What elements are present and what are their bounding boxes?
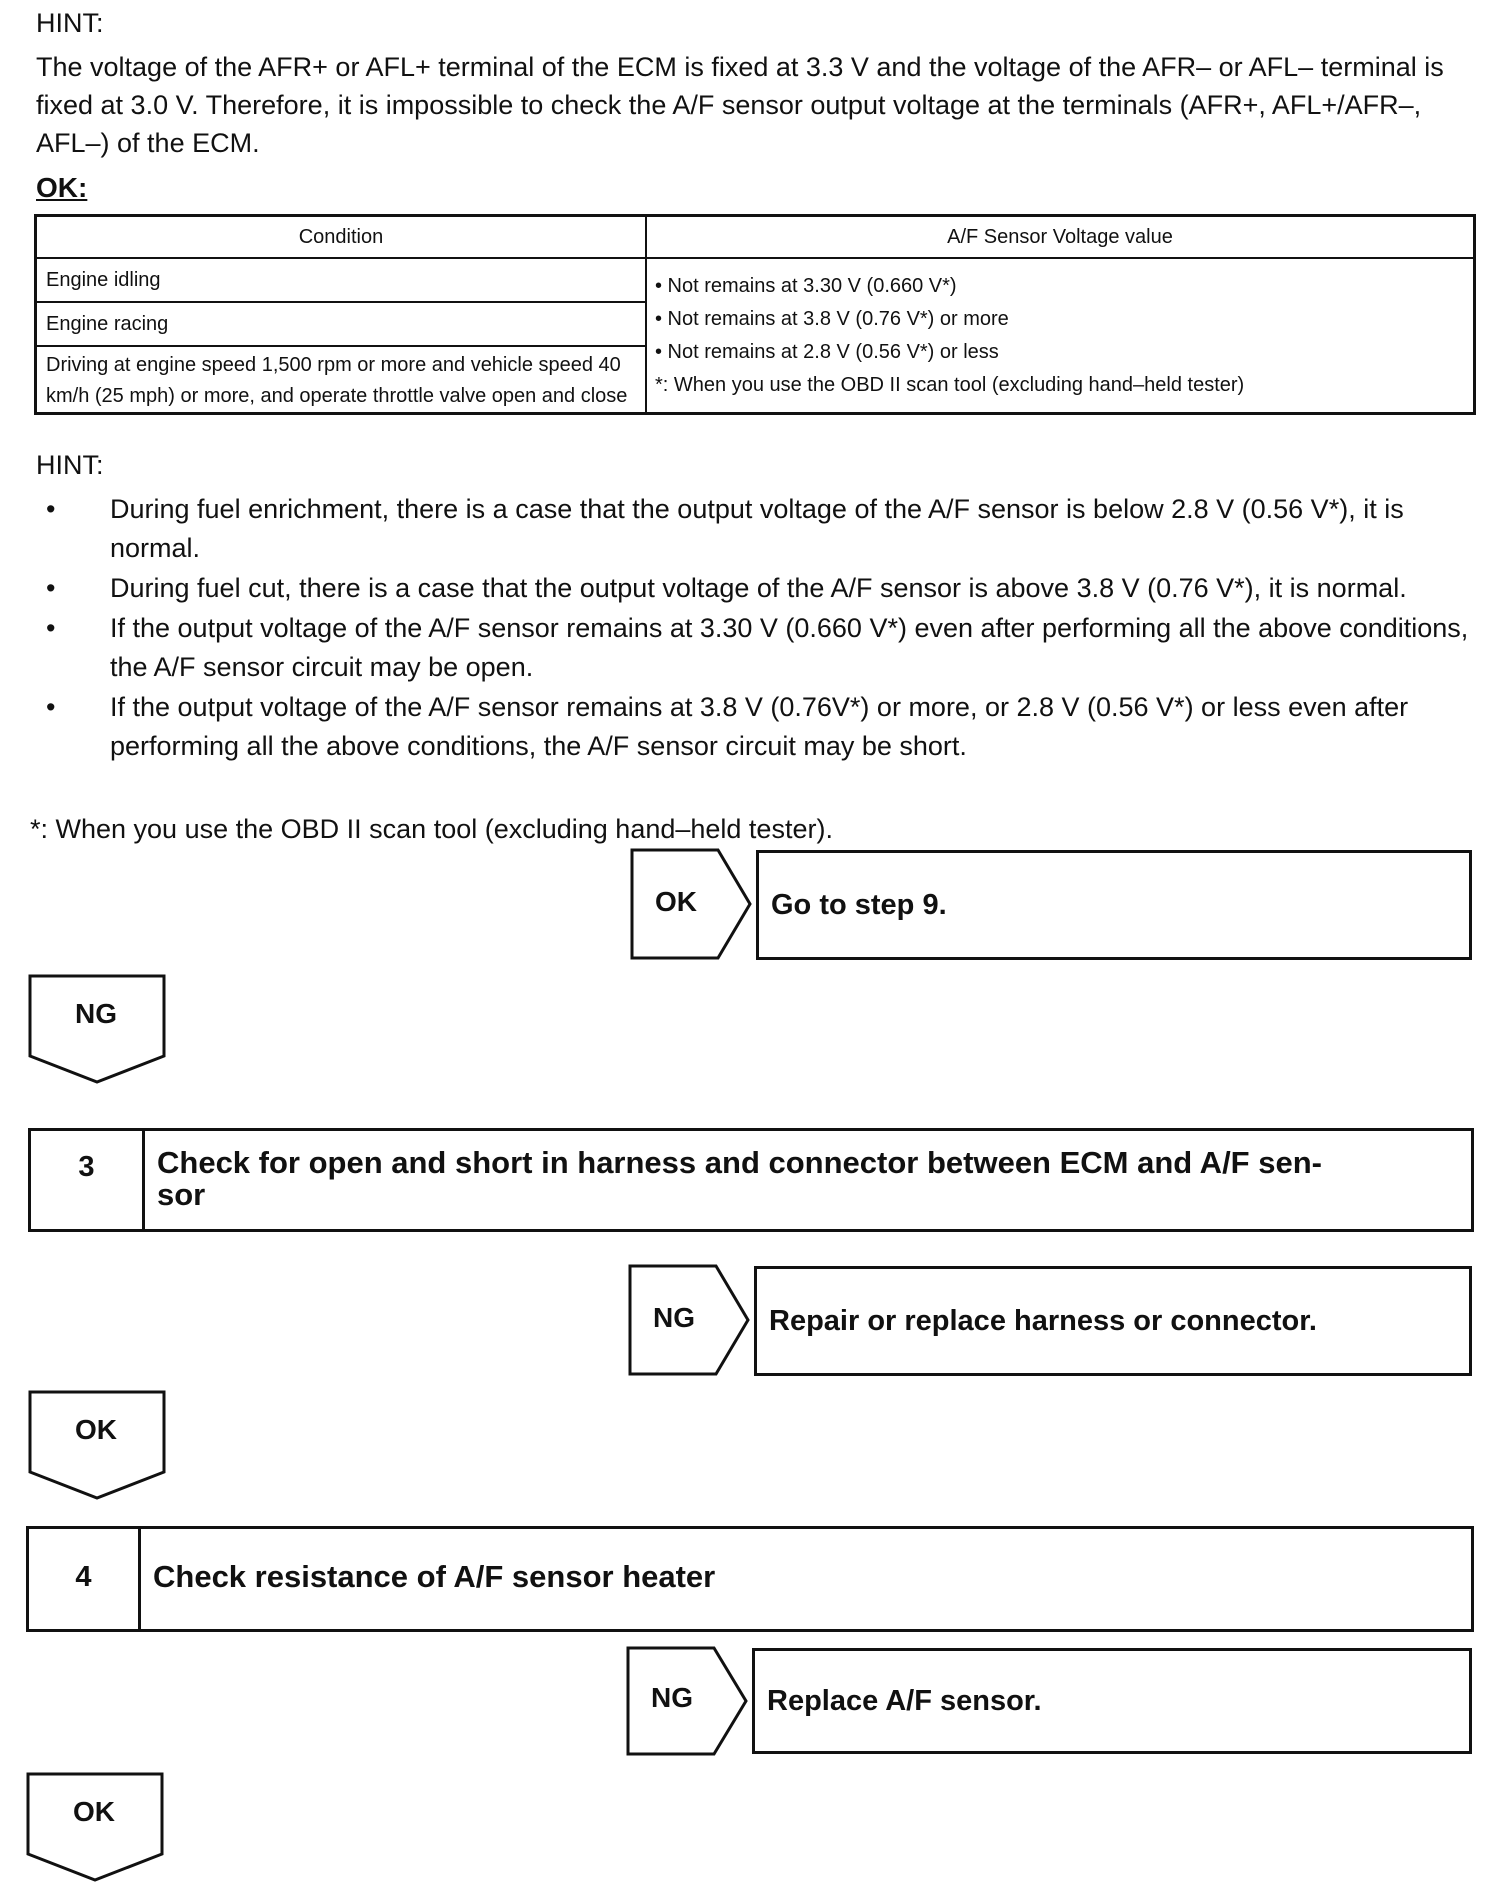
bullet-icon: •	[46, 692, 56, 722]
flag-label: OK	[655, 886, 697, 917]
ok-spec-label: OK:	[36, 172, 88, 203]
table-row	[36, 258, 1475, 302]
list-item	[36, 688, 1478, 766]
result-text: Repair or replace harness or connector.	[769, 1304, 1317, 1337]
hint-footnote: *: When you use the OBD II scan tool (excluding hand–held tester).	[30, 814, 833, 844]
list-item	[36, 609, 1478, 687]
column-header-condition: Condition	[36, 216, 647, 259]
condition-cell: Driving at engine speed 1,500 rpm or more and vehicle speed 40 km/h (25 mph) or more, and operate throttle valve open and close	[36, 346, 647, 414]
condition-cell: Engine racing	[36, 302, 647, 346]
hint-heading: HINT:	[36, 8, 104, 38]
hint-paragraph: The voltage of the AFR+ or AFL+ terminal of the ECM is fixed at 3.3 V and the voltage of the AFR– or AFL– terminal is fixed at 3.0 V. Therefore, it is impossible to check the A/F sensor output voltage at the terminals (AFR+, AFL+/AFR–, AFL–) of the ECM.	[36, 52, 1444, 158]
bullet-icon: •	[46, 573, 56, 603]
voltage-value-cell	[646, 258, 1475, 414]
ok-branch-flag	[630, 848, 756, 960]
flag-label: NG	[75, 998, 117, 1029]
list-item-text: If the output voltage of the A/F sensor remains at 3.8 V (0.76V*) or more, or 2.8 V (0.56 V*) or less even after performing all the above conditions, the A/F sensor circuit may be short.	[110, 692, 1409, 761]
voltage-spec-table	[34, 214, 1476, 415]
list-item	[36, 490, 1478, 568]
list-item-text: If the output voltage of the A/F sensor remains at 3.30 V (0.660 V*) even after performing all the above conditions, the A/F sensor circuit may be open.	[110, 613, 1469, 682]
replace-sensor-box	[752, 1648, 1472, 1754]
ng-branch-flag	[626, 1646, 752, 1756]
hint-bullet-list	[36, 490, 1478, 767]
list-item-text: During fuel cut, there is a case that the output voltage of the A/F sensor is above 3.8 V (0.76 V*), it is normal.	[110, 573, 1407, 603]
step-number: 3	[31, 1131, 145, 1229]
bullet-icon: •	[46, 494, 56, 524]
ng-branch-flag	[628, 1264, 754, 1376]
list-item	[36, 569, 1478, 608]
table-header-row	[36, 216, 1475, 259]
voltage-footnote: *: When you use the OBD II scan tool (excluding hand–held tester)	[655, 373, 1245, 396]
step-number: 4	[29, 1529, 141, 1629]
voltage-value-line: • Not remains at 3.8 V (0.76 V*) or more	[655, 307, 1009, 330]
column-header-voltage: A/F Sensor Voltage value	[646, 216, 1475, 259]
flag-label: NG	[651, 1682, 693, 1713]
down-arrow-flag-icon	[28, 974, 168, 1086]
list-item-text: During fuel enrichment, there is a case that the output voltage of the A/F sensor is below 2.8 V (0.56 V*), it is normal.	[110, 494, 1404, 563]
condition-cell: Engine idling	[36, 258, 647, 302]
step-title	[145, 1131, 1334, 1229]
step-title-line: sor	[157, 1177, 206, 1212]
step-3-box	[28, 1128, 1474, 1232]
result-text: Go to step 9.	[771, 888, 947, 921]
repair-harness-box	[754, 1266, 1472, 1376]
ok-down-flag	[26, 1772, 166, 1884]
down-arrow-flag-icon	[28, 1390, 168, 1502]
go-to-step-9-box	[756, 850, 1472, 960]
step-title-line: Check for open and short in harness and connector between ECM and A/F sen-	[157, 1145, 1322, 1180]
step-4-box	[26, 1526, 1474, 1632]
step-title: Check resistance of A/F sensor heater	[153, 1559, 716, 1594]
hint-heading: HINT:	[36, 450, 104, 480]
result-text: Replace A/F sensor.	[767, 1684, 1042, 1717]
voltage-value-line: • Not remains at 2.8 V (0.56 V*) or less	[655, 340, 999, 363]
flag-label: NG	[653, 1302, 695, 1333]
voltage-value-line: • Not remains at 3.30 V (0.660 V*)	[655, 274, 957, 297]
ok-down-flag	[28, 1390, 168, 1502]
down-arrow-flag-icon	[26, 1772, 166, 1884]
flag-label: OK	[75, 1414, 117, 1445]
bullet-icon: •	[46, 613, 56, 643]
flag-label: OK	[73, 1796, 115, 1827]
ng-down-flag	[28, 974, 168, 1086]
